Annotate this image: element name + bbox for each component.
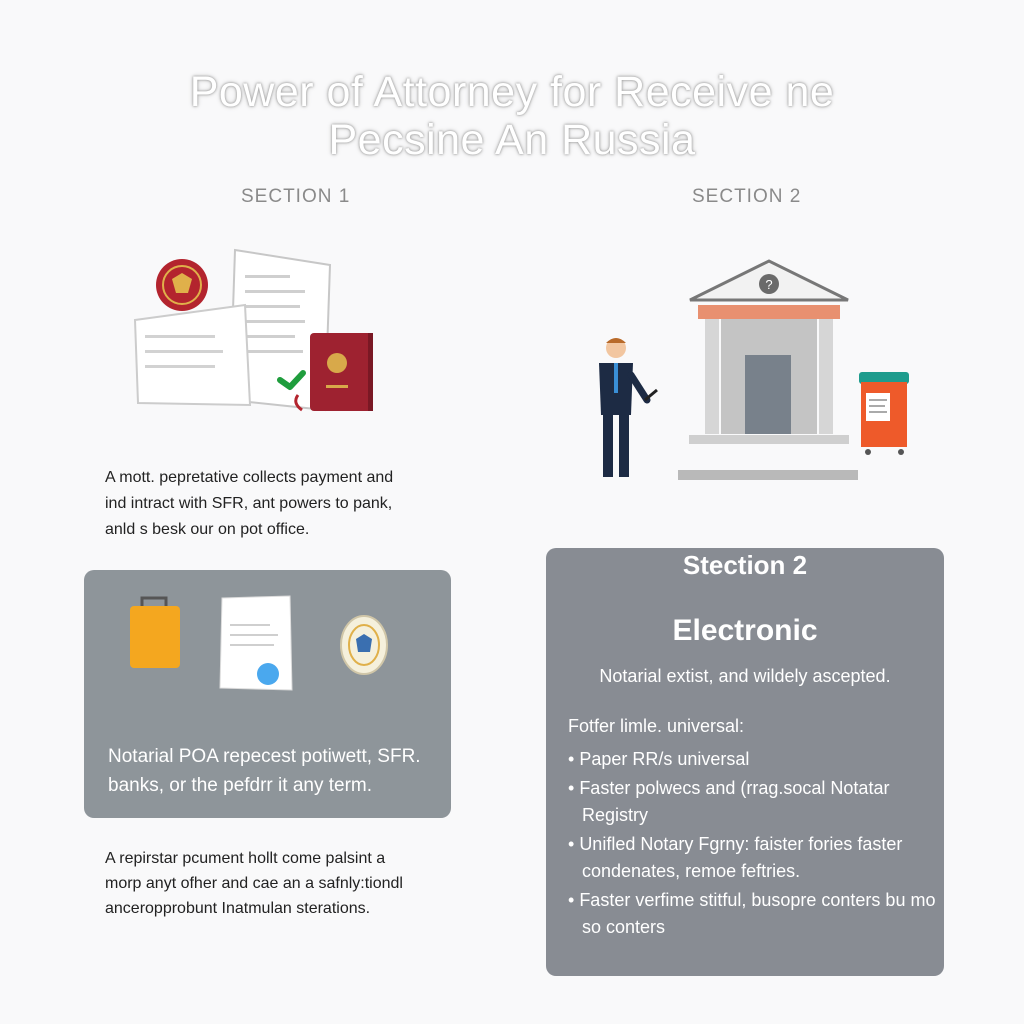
section-2-illustration [585, 255, 915, 485]
list-item: • Faster polwecs and (rrag.socal Notatar Registry [566, 775, 936, 829]
section-2-card-subtitle: Notarial extist, and wildely ascepted. [599, 666, 891, 686]
title-line-2: Pecsine An Russia [328, 116, 696, 164]
card-text-line: banks, or the pefdrr it any term. [108, 775, 373, 796]
passport-icon [310, 333, 373, 411]
section-1-bottom-caption [105, 846, 465, 921]
caption-line: morp anyt ofher and cae an a safnly:tiondl [105, 875, 403, 892]
person-icon [599, 338, 657, 477]
folder-icon [128, 596, 182, 672]
bank-building-icon [678, 261, 858, 480]
section-2-card-title: Electronic [672, 614, 818, 647]
section-1-illustration [130, 245, 390, 420]
stamp-document-icon [216, 594, 294, 694]
card-text-line: Notarial POA repecest potiwett, SFR. [108, 746, 421, 767]
caption-line: anceropprobunt Inatmulan sterations. [105, 900, 371, 917]
list-item: • Paper RR/s universal [566, 746, 936, 773]
svg-text:?: ? [765, 277, 773, 292]
section-2-list [566, 746, 936, 943]
section-1-caption [105, 465, 465, 543]
section-2-card [546, 548, 944, 976]
caption-line: A mott. pepretative collects payment and [105, 469, 394, 486]
section-1-card [84, 570, 451, 818]
title-line-1: Power of Attorney for Receive ne [189, 68, 835, 116]
emblem-icon [339, 614, 389, 676]
section-2-card-heading: Stection 2 [682, 550, 808, 580]
page-title [0, 68, 1024, 164]
caption-line: ind intract with SFR, ant powers to pank, [105, 495, 393, 512]
mailbox-icon [859, 372, 909, 455]
section-2-list-title: Fotfer limle. universal: [568, 716, 745, 736]
list-item: • Faster verfime stitful, busopre conters bu mo so conters [566, 887, 936, 941]
state-seal-icon [156, 259, 208, 311]
section-2-label: SECTION 2 [692, 186, 802, 207]
section-1-label: SECTION 1 [241, 186, 351, 207]
caption-line: anld s besk our on pot office. [105, 521, 310, 538]
list-item: • Unifled Notary Fgrny: faister fories faster condenates, remoe feftries. [566, 831, 936, 885]
section-1-card-text [108, 742, 448, 800]
caption-line: A repirstar pcument hollt come palsint a [105, 850, 386, 867]
